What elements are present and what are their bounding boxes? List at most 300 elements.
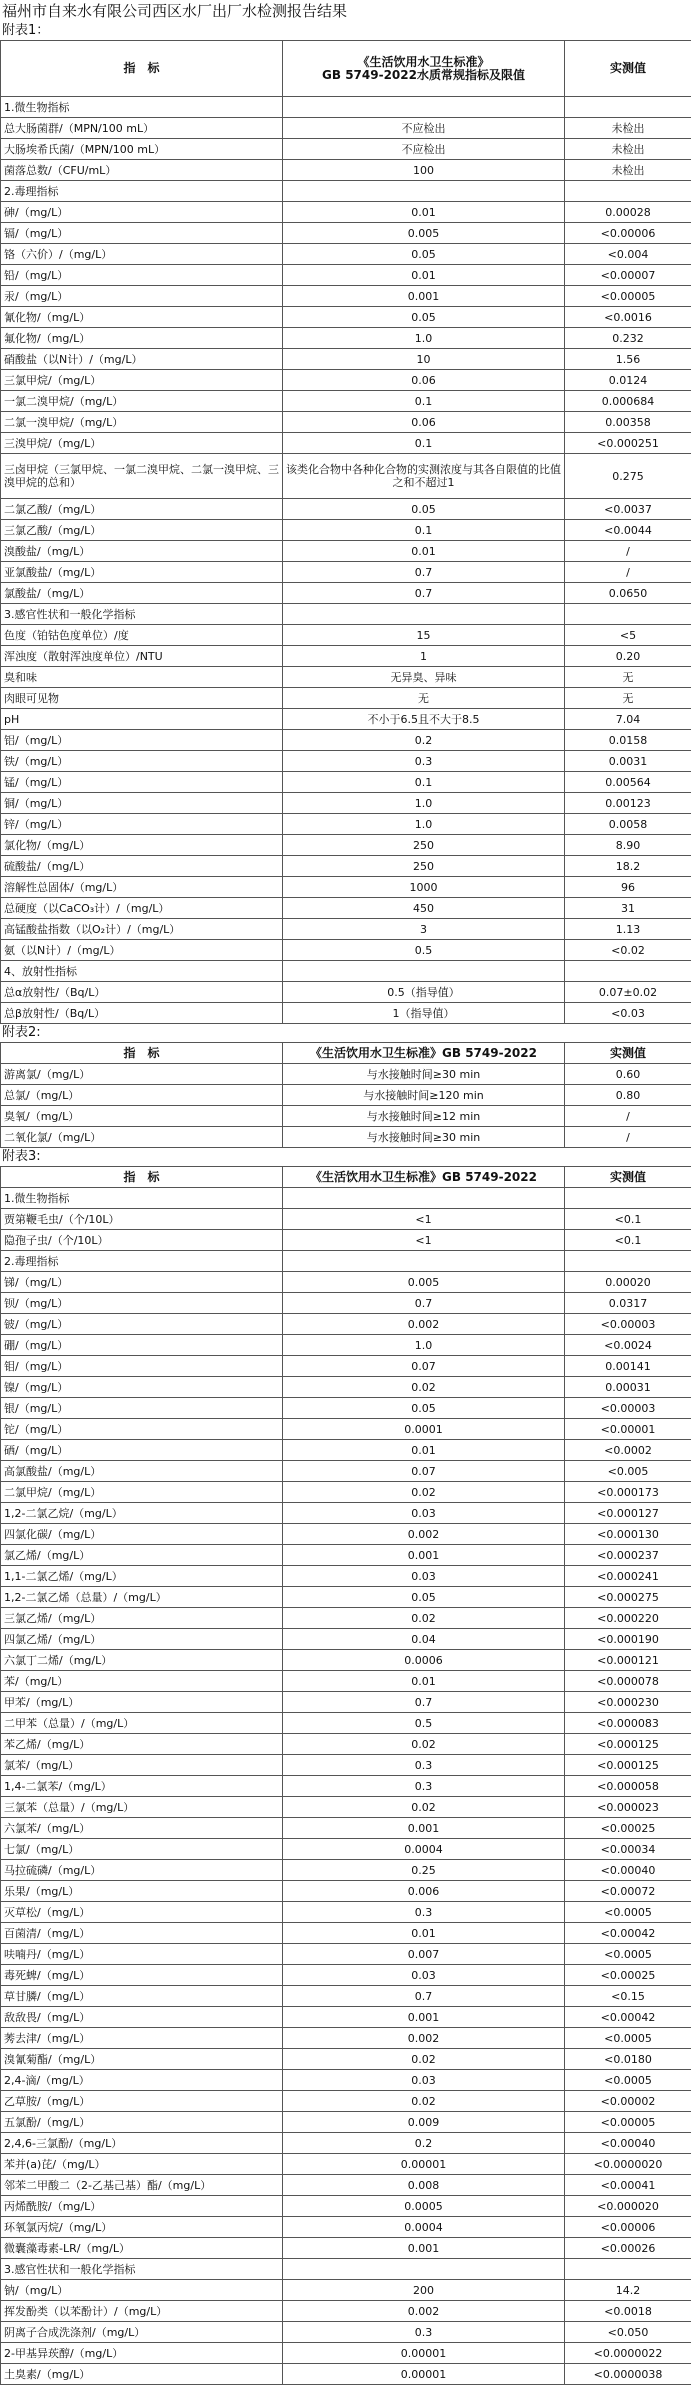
section-row [1, 2259, 691, 2280]
table-row [1, 2343, 691, 2364]
appendix3-table [0, 1166, 691, 2385]
table-header [1, 41, 691, 97]
indicator-cell: 三卤甲烷（三氯甲烷、一氯二溴甲烷、二氯一溴甲烷、三溴甲烷的总和） [1, 454, 283, 499]
measured-value-cell: <0.0000038 [565, 2364, 691, 2385]
section-row [1, 1251, 691, 1272]
table-row [1, 772, 691, 793]
indicator-cell: 总α放射性/（Bq/L） [1, 982, 283, 1003]
standard-limit-cell: 0.25 [283, 1860, 565, 1881]
section-row [1, 604, 691, 625]
indicator-cell: 灭草松/（mg/L） [1, 1902, 283, 1923]
indicator-cell: 溴酸盐/（mg/L） [1, 541, 283, 562]
table-row [1, 1965, 691, 1986]
indicator-cell: 游离氯/（mg/L） [1, 1064, 283, 1085]
standard-limit-cell: 1.0 [283, 793, 565, 814]
measured-value-cell: 96 [565, 877, 691, 898]
standard-limit-cell: 0.05 [283, 499, 565, 520]
indicator-cell: 敌敌畏/（mg/L） [1, 2007, 283, 2028]
standard-limit-cell: 0.002 [283, 2028, 565, 2049]
indicator-cell: 三溴甲烷/（mg/L） [1, 433, 283, 454]
indicator-cell: 草甘膦/（mg/L） [1, 1986, 283, 2007]
measured-value-cell: <0.005 [565, 1461, 691, 1482]
measured-value-cell: <0.00002 [565, 2091, 691, 2112]
standard-limit-cell: 0.0005 [283, 2196, 565, 2217]
indicator-cell: 大肠埃希氏菌/（MPN/100 mL） [1, 139, 283, 160]
measured-value-cell: <0.000190 [565, 1629, 691, 1650]
standard-limit-cell: 1000 [283, 877, 565, 898]
table-row [1, 1461, 691, 1482]
standard-limit-cell: 0.01 [283, 1440, 565, 1461]
table-row [1, 2154, 691, 2175]
table-row [1, 667, 691, 688]
table-row [1, 1335, 691, 1356]
standard-limit-cell: 0.06 [283, 412, 565, 433]
standard-limit-cell: 0.7 [283, 562, 565, 583]
indicator-cell: 莠去津/（mg/L） [1, 2028, 283, 2049]
standard-limit-cell: 不应检出 [283, 118, 565, 139]
standard-limit-cell: 0.3 [283, 1776, 565, 1797]
standard-limit-cell: 0.00001 [283, 2154, 565, 2175]
table-row [1, 730, 691, 751]
measured-value-cell: <0.000230 [565, 1692, 691, 1713]
table-row [1, 1902, 691, 1923]
measured-value-cell: <0.00006 [565, 223, 691, 244]
table-row [1, 814, 691, 835]
indicator-cell: 溶解性总固体/（mg/L） [1, 877, 283, 898]
table-row [1, 1944, 691, 1965]
indicator-cell: 肉眼可见物 [1, 688, 283, 709]
table-row [1, 265, 691, 286]
standard-limit-cell: 0.001 [283, 1818, 565, 1839]
measured-value-cell: <0.0016 [565, 307, 691, 328]
table-row [1, 2301, 691, 2322]
section-title: 1.微生物指标 [1, 1188, 283, 1209]
standard-limit-cell: 0.01 [283, 1671, 565, 1692]
empty-cell [565, 1188, 691, 1209]
standard-limit-cell: 0.1 [283, 772, 565, 793]
empty-cell [283, 1251, 565, 1272]
standard-limit-cell: 0.002 [283, 1524, 565, 1545]
indicator-cell: 马拉硫磷/（mg/L） [1, 1860, 283, 1881]
measured-value-cell: <0.00005 [565, 286, 691, 307]
standard-limit-cell: 0.009 [283, 2112, 565, 2133]
measured-value-cell: <0.0005 [565, 2028, 691, 2049]
header-standard: 《生活饮用水卫生标准》GB 5749-2022 [283, 1043, 565, 1064]
table-row [1, 1881, 691, 1902]
measured-value-cell: 0.07±0.02 [565, 982, 691, 1003]
measured-value-cell: <0.050 [565, 2322, 691, 2343]
measured-value-cell: / [565, 562, 691, 583]
table-row [1, 751, 691, 772]
measured-value-cell: <0.00025 [565, 1818, 691, 1839]
standard-limit-cell: 0.001 [283, 2238, 565, 2259]
indicator-cell: 铅/（mg/L） [1, 265, 283, 286]
measured-value-cell: <0.000023 [565, 1797, 691, 1818]
indicator-cell: 总氯/（mg/L） [1, 1085, 283, 1106]
table-row [1, 1650, 691, 1671]
standard-limit-cell: 0.03 [283, 1503, 565, 1524]
table-row [1, 2364, 691, 2385]
standard-limit-cell: 15 [283, 625, 565, 646]
empty-cell [565, 181, 691, 202]
table-row [1, 1482, 691, 1503]
appendix3-label: 附表3: [0, 1148, 691, 1166]
measured-value-cell: 未检出 [565, 160, 691, 181]
indicator-cell: 乙草胺/（mg/L） [1, 2091, 283, 2112]
indicator-cell: 毒死蜱/（mg/L） [1, 1965, 283, 1986]
standard-limit-cell: 0.3 [283, 1755, 565, 1776]
measured-value-cell: 0.232 [565, 328, 691, 349]
measured-value-cell: <0.0037 [565, 499, 691, 520]
measured-value-cell: <0.00006 [565, 2217, 691, 2238]
indicator-cell: 甲苯/（mg/L） [1, 1692, 283, 1713]
standard-limit-cell: <1 [283, 1230, 565, 1251]
table-row [1, 1106, 691, 1127]
standard-limit-cell: 0.05 [283, 1398, 565, 1419]
standard-limit-cell: 与水接触时间≥30 min [283, 1064, 565, 1085]
standard-limit-cell: 0.01 [283, 202, 565, 223]
empty-cell [565, 2259, 691, 2280]
measured-value-cell: <0.0005 [565, 1944, 691, 1965]
measured-value-cell: <0.000241 [565, 1566, 691, 1587]
standard-limit-cell: 0.5（指导值） [283, 982, 565, 1003]
measured-value-cell: 31 [565, 898, 691, 919]
measured-value-cell: 0.0650 [565, 583, 691, 604]
indicator-cell: 1,4-二氯苯/（mg/L） [1, 1776, 283, 1797]
measured-value-cell: 14.2 [565, 2280, 691, 2301]
indicator-cell: 镍/（mg/L） [1, 1377, 283, 1398]
measured-value-cell: 0.000684 [565, 391, 691, 412]
table-row [1, 160, 691, 181]
table-row [1, 688, 691, 709]
standard-limit-cell: 与水接触时间≥30 min [283, 1127, 565, 1148]
measured-value-cell: <0.0000020 [565, 2154, 691, 2175]
table-header [1, 1167, 691, 1188]
indicator-cell: 锌/（mg/L） [1, 814, 283, 835]
measured-value-cell: 0.0317 [565, 1293, 691, 1314]
measured-value-cell: 无 [565, 688, 691, 709]
standard-limit-cell: 无异臭、异味 [283, 667, 565, 688]
indicator-cell: 乐果/（mg/L） [1, 1881, 283, 1902]
indicator-cell: 银/（mg/L） [1, 1398, 283, 1419]
indicator-cell: 环氧氯丙烷/（mg/L） [1, 2217, 283, 2238]
indicator-cell: 硒/（mg/L） [1, 1440, 283, 1461]
indicator-cell: 二氧化氯/（mg/L） [1, 1127, 283, 1148]
standard-limit-cell: 1.0 [283, 328, 565, 349]
standard-limit-cell: 0.001 [283, 286, 565, 307]
table-row [1, 1209, 691, 1230]
measured-value-cell: <0.00005 [565, 2112, 691, 2133]
table-row [1, 583, 691, 604]
standard-limit-cell: 无 [283, 688, 565, 709]
appendix2-label: 附表2: [0, 1024, 691, 1042]
measured-value-cell: <0.0018 [565, 2301, 691, 2322]
indicator-cell: 铁/（mg/L） [1, 751, 283, 772]
indicator-cell: 苯并(a)芘/（mg/L） [1, 2154, 283, 2175]
appendix2-table [0, 1042, 691, 1148]
indicator-cell: 三氯乙酸/（mg/L） [1, 520, 283, 541]
indicator-cell: 总大肠菌群/（MPN/100 mL） [1, 118, 283, 139]
measured-value-cell: <0.00003 [565, 1314, 691, 1335]
table-row [1, 1524, 691, 1545]
header-standard: 《生活饮用水卫生标准》GB 5749-2022 [283, 1167, 565, 1188]
indicator-cell: 浑浊度（散射浑浊度单位）/NTU [1, 646, 283, 667]
measured-value-cell: <0.00026 [565, 2238, 691, 2259]
indicator-cell: 菌落总数/（CFU/mL） [1, 160, 283, 181]
header-standard [283, 41, 565, 97]
indicator-cell: 二氯乙酸/（mg/L） [1, 499, 283, 520]
empty-cell [565, 604, 691, 625]
standard-limit-cell: 0.01 [283, 265, 565, 286]
indicator-cell: 苯乙烯/（mg/L） [1, 1734, 283, 1755]
standard-limit-cell: 0.02 [283, 1608, 565, 1629]
indicator-cell: 二氯甲烷/（mg/L） [1, 1482, 283, 1503]
standard-limit-cell: 0.0004 [283, 2217, 565, 2238]
measured-value-cell: 1.13 [565, 919, 691, 940]
indicator-cell: 溴氰菊酯/（mg/L） [1, 2049, 283, 2070]
table-row [1, 940, 691, 961]
measured-value-cell: <0.0000022 [565, 2343, 691, 2364]
table-row [1, 499, 691, 520]
indicator-cell: 三氯乙烯/（mg/L） [1, 1608, 283, 1629]
measured-value-cell: <0.000125 [565, 1734, 691, 1755]
section-title: 1.微生物指标 [1, 97, 283, 118]
table-row [1, 625, 691, 646]
indicator-cell: 2,4-滴/（mg/L） [1, 2070, 283, 2091]
header-standard-line1: 《生活饮用水卫生标准》 [286, 56, 561, 69]
measured-value-cell: <0.000078 [565, 1671, 691, 1692]
indicator-cell: 六氯丁二烯/（mg/L） [1, 1650, 283, 1671]
measured-value-cell: 0.80 [565, 1085, 691, 1106]
indicator-cell: 五氯酚/（mg/L） [1, 2112, 283, 2133]
table-row [1, 118, 691, 139]
standard-limit-cell: 200 [283, 2280, 565, 2301]
standard-limit-cell: 3 [283, 919, 565, 940]
table-row [1, 2007, 691, 2028]
table-row [1, 1923, 691, 1944]
indicator-cell: 色度（铂钴色度单位）/度 [1, 625, 283, 646]
indicator-cell: 氯乙烯/（mg/L） [1, 1545, 283, 1566]
measured-value-cell: <0.00040 [565, 1860, 691, 1881]
measured-value-cell: 0.60 [565, 1064, 691, 1085]
standard-limit-cell: 0.2 [283, 730, 565, 751]
table-row [1, 1566, 691, 1587]
standard-limit-cell: 0.02 [283, 1377, 565, 1398]
measured-value-cell: <0.1 [565, 1230, 691, 1251]
measured-value-cell: <0.000083 [565, 1713, 691, 1734]
standard-limit-cell: 0.001 [283, 1545, 565, 1566]
measured-value-cell: <0.15 [565, 1986, 691, 2007]
indicator-cell: 四氯乙烯/（mg/L） [1, 1629, 283, 1650]
indicator-cell: 三氯苯（总量）/（mg/L） [1, 1797, 283, 1818]
indicator-cell: 镉/（mg/L） [1, 223, 283, 244]
table-row [1, 1986, 691, 2007]
table-row [1, 202, 691, 223]
table-row [1, 1314, 691, 1335]
table-row [1, 1545, 691, 1566]
section-title: 3.感官性状和一般化学指标 [1, 604, 283, 625]
measured-value-cell: 0.00123 [565, 793, 691, 814]
section-row [1, 1188, 691, 1209]
measured-value-cell: <0.000251 [565, 433, 691, 454]
measured-value-cell: <0.00034 [565, 1839, 691, 1860]
measured-value-cell: <0.00042 [565, 1923, 691, 1944]
standard-limit-cell: 250 [283, 835, 565, 856]
standard-limit-cell: 0.7 [283, 1293, 565, 1314]
measured-value-cell: 0.0158 [565, 730, 691, 751]
measured-value-cell: 0.0058 [565, 814, 691, 835]
indicator-cell: 铊/（mg/L） [1, 1419, 283, 1440]
indicator-cell: 铬（六价）/（mg/L） [1, 244, 283, 265]
indicator-cell: 微囊藻毒素-LR/（mg/L） [1, 2238, 283, 2259]
section-row [1, 181, 691, 202]
table-row [1, 370, 691, 391]
table-row [1, 2049, 691, 2070]
indicator-cell: 1,1-二氯乙烯/（mg/L） [1, 1566, 283, 1587]
standard-limit-cell: 0.05 [283, 307, 565, 328]
measured-value-cell: 1.56 [565, 349, 691, 370]
standard-limit-cell: 与水接触时间≥120 min [283, 1085, 565, 1106]
table-row [1, 2091, 691, 2112]
header-measured: 实测值 [565, 1043, 691, 1064]
table-row [1, 2217, 691, 2238]
table-row [1, 454, 691, 499]
standard-limit-cell: <1 [283, 1209, 565, 1230]
standard-limit-cell: 0.02 [283, 1482, 565, 1503]
empty-cell [283, 604, 565, 625]
table-header [1, 1043, 691, 1064]
section-title: 4、放射性指标 [1, 961, 283, 982]
indicator-cell: 2-甲基异莰醇/（mg/L） [1, 2343, 283, 2364]
table-row [1, 223, 691, 244]
standard-limit-cell: 0.5 [283, 940, 565, 961]
measured-value-cell: <0.000130 [565, 1524, 691, 1545]
section-row [1, 961, 691, 982]
indicator-cell: 铝/（mg/L） [1, 730, 283, 751]
indicator-cell: 氟化物/（mg/L） [1, 328, 283, 349]
table-row [1, 2070, 691, 2091]
indicator-cell: 四氯化碳/（mg/L） [1, 1524, 283, 1545]
standard-limit-cell: 0.002 [283, 1314, 565, 1335]
standard-limit-cell: 0.3 [283, 1902, 565, 1923]
indicator-cell: 土臭素/（mg/L） [1, 2364, 283, 2385]
table-row [1, 2238, 691, 2259]
measured-value-cell: <0.00025 [565, 1965, 691, 1986]
measured-value-cell: <0.004 [565, 244, 691, 265]
indicator-cell: 苯/（mg/L） [1, 1671, 283, 1692]
standard-limit-cell: 0.01 [283, 541, 565, 562]
standard-limit-cell: 0.0006 [283, 1650, 565, 1671]
indicator-cell: 六氯苯/（mg/L） [1, 1818, 283, 1839]
standard-limit-cell: 1.0 [283, 1335, 565, 1356]
table-row [1, 328, 691, 349]
measured-value-cell: <0.000121 [565, 1650, 691, 1671]
measured-value-cell: <0.000058 [565, 1776, 691, 1797]
table-row [1, 1398, 691, 1419]
measured-value-cell: / [565, 541, 691, 562]
measured-value-cell: <0.000173 [565, 1482, 691, 1503]
table-row [1, 2175, 691, 2196]
measured-value-cell: 0.00358 [565, 412, 691, 433]
standard-limit-cell: 100 [283, 160, 565, 181]
measured-value-cell: 0.0031 [565, 751, 691, 772]
measured-value-cell: / [565, 1127, 691, 1148]
measured-value-cell: 0.00020 [565, 1272, 691, 1293]
standard-limit-cell: 不应检出 [283, 139, 565, 160]
measured-value-cell: 无 [565, 667, 691, 688]
measured-value-cell: 0.20 [565, 646, 691, 667]
table-row [1, 1818, 691, 1839]
standard-limit-cell: 0.03 [283, 1566, 565, 1587]
indicator-cell: 七氯/（mg/L） [1, 1839, 283, 1860]
empty-cell [565, 961, 691, 982]
table-row [1, 1629, 691, 1650]
standard-limit-cell: 该类化合物中各种化合物的实测浓度与其各自限值的比值之和不超过1 [283, 454, 565, 499]
measured-value-cell: <0.00003 [565, 1398, 691, 1419]
measured-value-cell: <0.00040 [565, 2133, 691, 2154]
standard-limit-cell: 0.05 [283, 1587, 565, 1608]
section-title: 2.毒理指标 [1, 181, 283, 202]
table-row [1, 1503, 691, 1524]
indicator-cell: 高锰酸盐指数（以O₂计）/（mg/L） [1, 919, 283, 940]
measured-value-cell: <0.00072 [565, 1881, 691, 1902]
indicator-cell: 汞/（mg/L） [1, 286, 283, 307]
table-row [1, 1734, 691, 1755]
table-row [1, 1293, 691, 1314]
standard-limit-cell: 0.005 [283, 223, 565, 244]
measured-value-cell: <0.00041 [565, 2175, 691, 2196]
appendix1-table [0, 40, 691, 1024]
indicator-cell: 铜/（mg/L） [1, 793, 283, 814]
measured-value-cell: <0.0024 [565, 1335, 691, 1356]
table-row [1, 2322, 691, 2343]
indicator-cell: 二氯一溴甲烷/（mg/L） [1, 412, 283, 433]
indicator-cell: pH [1, 709, 283, 730]
standard-limit-cell: 0.1 [283, 433, 565, 454]
indicator-cell: 二甲苯（总量）/（mg/L） [1, 1713, 283, 1734]
table-row [1, 139, 691, 160]
standard-limit-cell: 1（指导值） [283, 1003, 565, 1024]
indicator-cell: 阴离子合成洗涤剂/（mg/L） [1, 2322, 283, 2343]
standard-limit-cell: 0.02 [283, 1797, 565, 1818]
table-row [1, 2280, 691, 2301]
indicator-cell: 挥发酚类（以苯酚计）/（mg/L） [1, 2301, 283, 2322]
indicator-cell: 1,2-二氯乙烯（总量）/（mg/L） [1, 1587, 283, 1608]
measured-value-cell: 18.2 [565, 856, 691, 877]
standard-limit-cell: 0.006 [283, 1881, 565, 1902]
standard-limit-cell: 450 [283, 898, 565, 919]
indicator-cell: 三氯甲烷/（mg/L） [1, 370, 283, 391]
standard-limit-cell: 0.007 [283, 1944, 565, 1965]
table-row [1, 1839, 691, 1860]
table-row [1, 709, 691, 730]
standard-limit-cell: 0.7 [283, 1692, 565, 1713]
standard-limit-cell: 0.7 [283, 1986, 565, 2007]
header-indicator: 指 标 [1, 1043, 283, 1064]
standard-limit-cell: 0.2 [283, 2133, 565, 2154]
table-row [1, 2028, 691, 2049]
table-row [1, 562, 691, 583]
standard-limit-cell: 250 [283, 856, 565, 877]
indicator-cell: 锑/（mg/L） [1, 1272, 283, 1293]
standard-limit-cell: 0.06 [283, 370, 565, 391]
measured-value-cell: <0.0180 [565, 2049, 691, 2070]
indicator-cell: 硼/（mg/L） [1, 1335, 283, 1356]
standard-limit-cell: 0.0001 [283, 1419, 565, 1440]
table-row [1, 2112, 691, 2133]
measured-value-cell: 0.00031 [565, 1377, 691, 1398]
table-row [1, 1608, 691, 1629]
